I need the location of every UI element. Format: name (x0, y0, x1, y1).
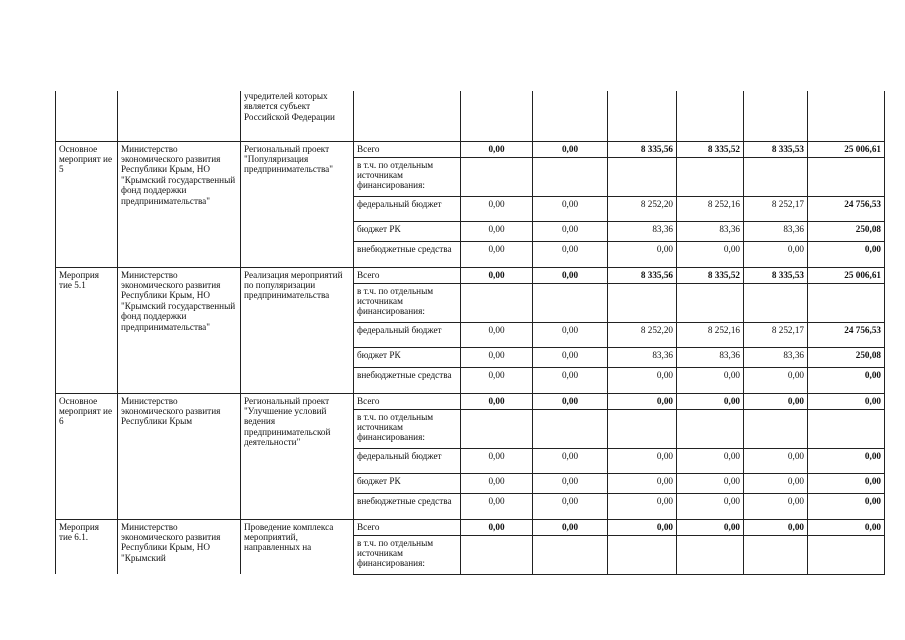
empty-cell (533, 91, 608, 141)
year-value: 8 335,53 (744, 267, 808, 283)
empty-cell (677, 157, 744, 196)
table-row (56, 267, 885, 283)
year-value: 0,00 (533, 367, 608, 393)
empty-cell (808, 283, 885, 322)
total-value: 0,00 (808, 519, 885, 535)
source-label: федеральный бюджет (354, 196, 461, 221)
year-value: 0,00 (744, 493, 808, 519)
source-label: Всего (354, 519, 461, 535)
empty-cell (677, 409, 744, 448)
total-value: 250,08 (808, 221, 885, 241)
measure-code: Основное мероприят ие 5 (56, 141, 118, 267)
total-value: 25 006,61 (808, 141, 885, 157)
year-value: 0,00 (461, 493, 533, 519)
year-value: 0,00 (533, 267, 608, 283)
year-value: 0,00 (533, 141, 608, 157)
year-value: 0,00 (677, 367, 744, 393)
total-value: 0,00 (808, 241, 885, 267)
empty-cell (744, 409, 808, 448)
year-value: 83,36 (677, 347, 744, 367)
source-label: Всего (354, 267, 461, 283)
empty-cell (608, 157, 677, 196)
empty-cell (808, 535, 885, 574)
total-value: 25 006,61 (808, 267, 885, 283)
empty-cell (461, 91, 533, 141)
year-value: 0,00 (744, 241, 808, 267)
year-value: 8 252,16 (677, 196, 744, 221)
empty-cell (354, 91, 461, 141)
empty-cell (461, 535, 533, 574)
year-value: 8 335,56 (608, 141, 677, 157)
target-text-cell: учредителей которых является субъект Российской Федерации (241, 91, 354, 141)
empty-cell (677, 283, 744, 322)
year-value: 0,00 (461, 221, 533, 241)
year-value: 0,00 (461, 347, 533, 367)
year-value: 0,00 (533, 221, 608, 241)
empty-cell (118, 91, 241, 141)
empty-cell (461, 283, 533, 322)
project-cell: Реализация мероприятий по популяризации предпринимательства (241, 267, 354, 393)
total-value: 250,08 (808, 347, 885, 367)
year-value: 83,36 (608, 221, 677, 241)
source-label: федеральный бюджет (354, 448, 461, 473)
source-label: федеральный бюджет (354, 322, 461, 347)
year-value: 0,00 (461, 393, 533, 409)
year-value: 0,00 (461, 367, 533, 393)
total-value: 0,00 (808, 473, 885, 493)
year-value: 0,00 (533, 393, 608, 409)
year-value: 8 252,17 (744, 322, 808, 347)
year-value: 0,00 (677, 241, 744, 267)
year-value: 8 252,20 (608, 196, 677, 221)
year-value: 0,00 (533, 347, 608, 367)
total-value: 0,00 (808, 393, 885, 409)
total-value: 0,00 (808, 367, 885, 393)
source-label: Всего (354, 393, 461, 409)
year-value: 0,00 (461, 519, 533, 535)
year-value: 0,00 (533, 241, 608, 267)
table-row (56, 393, 885, 409)
total-value: 0,00 (808, 448, 885, 473)
empty-cell (744, 535, 808, 574)
year-value: 83,36 (608, 347, 677, 367)
year-value: 0,00 (608, 473, 677, 493)
empty-cell (677, 535, 744, 574)
table-row (56, 91, 885, 141)
source-label: бюджет РК (354, 221, 461, 241)
year-value: 0,00 (677, 448, 744, 473)
source-label: в т.ч. по отдельным источникам финансирования: (354, 283, 461, 322)
year-value: 0,00 (533, 473, 608, 493)
project-cell: Проведение комплекса мероприятий, направленных на (241, 519, 354, 574)
executor-cell: Министерство экономического развития Республики Крым, НО "Крымский государственный фонд поддержки предпринимательства" (118, 267, 241, 393)
table-row (56, 519, 885, 535)
year-value: 0,00 (608, 393, 677, 409)
year-value: 8 335,53 (744, 141, 808, 157)
total-value: 24 756,53 (808, 322, 885, 347)
year-value: 0,00 (461, 267, 533, 283)
empty-cell (608, 91, 677, 141)
empty-cell (533, 283, 608, 322)
table-row (56, 141, 885, 157)
source-label: Всего (354, 141, 461, 157)
measure-code: Основное мероприят ие 6 (56, 393, 118, 519)
year-value: 0,00 (461, 322, 533, 347)
year-value: 8 335,52 (677, 141, 744, 157)
year-value: 0,00 (461, 241, 533, 267)
year-value: 8 252,16 (677, 322, 744, 347)
year-value: 0,00 (533, 196, 608, 221)
year-value: 8 252,20 (608, 322, 677, 347)
year-value: 8 252,17 (744, 196, 808, 221)
project-cell: Региональный проект "Улучшение условий ведения предпринимательской деятельности" (241, 393, 354, 519)
year-value: 0,00 (744, 519, 808, 535)
empty-cell (744, 157, 808, 196)
source-label: в т.ч. по отдельным источникам финансирования: (354, 409, 461, 448)
year-value: 0,00 (677, 473, 744, 493)
year-value: 0,00 (744, 393, 808, 409)
year-value: 0,00 (533, 519, 608, 535)
year-value: 83,36 (677, 221, 744, 241)
measure-code: Мероприя тие 6.1. (56, 519, 118, 574)
project-cell: Региональный проект "Популяризация предпринимательства" (241, 141, 354, 267)
empty-cell (608, 283, 677, 322)
source-label: бюджет РК (354, 347, 461, 367)
year-value: 0,00 (608, 241, 677, 267)
year-value: 0,00 (533, 322, 608, 347)
year-value: 0,00 (533, 448, 608, 473)
empty-cell (608, 535, 677, 574)
executor-cell: Министерство экономического развития Республики Крым, НО "Крымский государственный фонд поддержки предпринимательства" (118, 141, 241, 267)
source-label: бюджет РК (354, 473, 461, 493)
year-value: 0,00 (533, 493, 608, 519)
year-value: 83,36 (744, 347, 808, 367)
measure-code: Мероприя тие 5.1 (56, 267, 118, 393)
source-label: в т.ч. по отдельным источникам финансирования: (354, 535, 461, 574)
year-value: 83,36 (744, 221, 808, 241)
year-value: 0,00 (608, 448, 677, 473)
year-value: 0,00 (608, 519, 677, 535)
empty-cell (808, 91, 885, 141)
source-label: внебюджетные средства (354, 367, 461, 393)
total-value: 0,00 (808, 493, 885, 519)
year-value: 0,00 (608, 493, 677, 519)
empty-cell (533, 157, 608, 196)
empty-cell (744, 91, 808, 141)
year-value: 0,00 (744, 367, 808, 393)
year-value: 0,00 (744, 473, 808, 493)
empty-cell (533, 535, 608, 574)
empty-cell (461, 157, 533, 196)
year-value: 0,00 (461, 448, 533, 473)
source-label: внебюджетные средства (354, 493, 461, 519)
year-value: 0,00 (677, 393, 744, 409)
total-value: 24 756,53 (808, 196, 885, 221)
year-value: 0,00 (608, 367, 677, 393)
empty-cell (744, 283, 808, 322)
year-value: 0,00 (461, 473, 533, 493)
empty-cell (461, 409, 533, 448)
year-value: 0,00 (677, 519, 744, 535)
empty-cell (608, 409, 677, 448)
year-value: 0,00 (461, 196, 533, 221)
year-value: 0,00 (461, 141, 533, 157)
source-label: внебюджетные средства (354, 241, 461, 267)
financing-table (55, 91, 885, 575)
empty-cell (56, 91, 118, 141)
empty-cell (808, 157, 885, 196)
empty-cell (808, 409, 885, 448)
empty-cell (533, 409, 608, 448)
executor-cell: Министерство экономического развития Республики Крым (118, 393, 241, 519)
year-value: 8 335,52 (677, 267, 744, 283)
empty-cell (677, 91, 744, 141)
executor-cell: Министерство экономического развития Республики Крым, НО "Крымский (118, 519, 241, 574)
source-label: в т.ч. по отдельным источникам финансирования: (354, 157, 461, 196)
year-value: 0,00 (677, 493, 744, 519)
year-value: 0,00 (744, 448, 808, 473)
year-value: 8 335,56 (608, 267, 677, 283)
